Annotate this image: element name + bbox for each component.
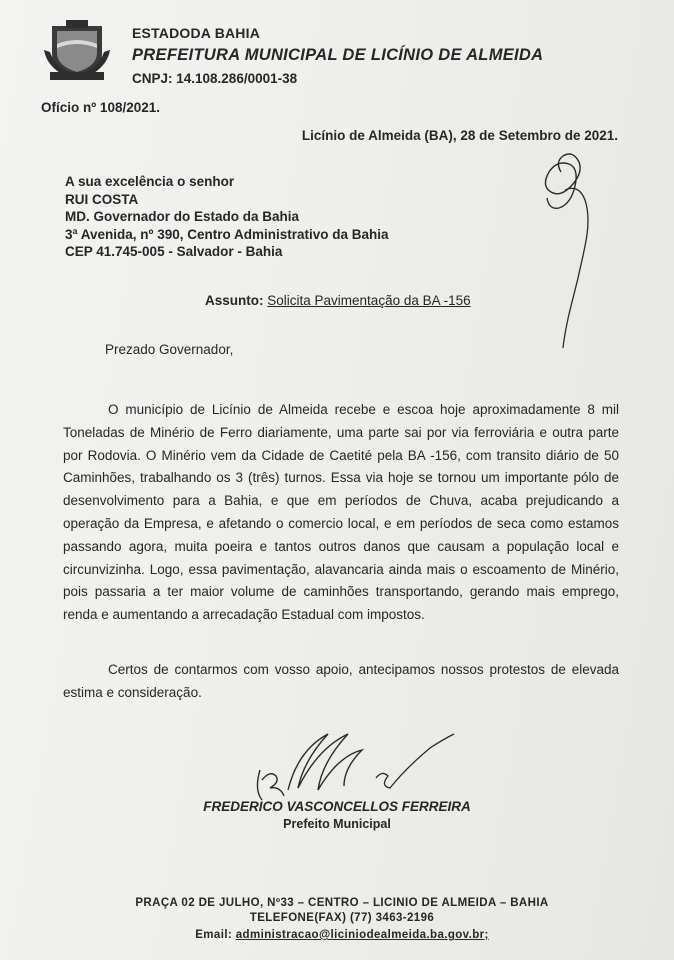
state-name: ESTADODA BAHIA (132, 25, 261, 41)
footer-address: PRAÇA 02 DE JULHO, Nº33 – CENTRO – LICINIO DE ALMEIDA – BAHIA (135, 897, 549, 909)
cnpj: CNPJ: 14.108.286/0001-38 (132, 71, 298, 86)
body-paragraph (63, 399, 619, 627)
subject-label: Assunto: (205, 293, 264, 308)
salutation: Prezado Governador, (105, 342, 234, 357)
recipient-line: RUI COSTA (65, 191, 139, 207)
letter-number: Ofício nº 108/2021. (41, 100, 160, 115)
handwritten-initials (525, 150, 605, 355)
body-paragraph-text: O município de Licínio de Almeida recebe e escoa hoje aproximadamente 8 mil Toneladas de Minério de Ferro diariamente, uma parte sai por via ferroviária e outra parte por Rodovia. O Minério vem da Cidade de Caetité pela BA -156, com transito diário de 50 Caminhões, trabalhando os 3 (três) turnos. Essa via hoje se tornou um importante pólo de desenvolvimento para a Bahia, e que em períodos de Chuva, acaba prejudicando a operação da Empresa, e afetando o comercio local, e em períodos de seca como estamos passando agora, muita poeira e tantos outros danos que causam a população local e circunvizinha. Logo, essa pavimentação, alavancaria ainda mais o escoamento de Minério, pois passaria a ter maior volume de caminhões transportando, gerando mais emprego, renda e aumentando a arrecadação Estadual com impostos. (63, 402, 619, 623)
place-and-date: Licínio de Almeida (BA), 28 de Setembro de 2021. (301, 128, 618, 143)
signature (248, 728, 468, 800)
closing-paragraph-text: Certos de contarmos com vosso apoio, antecipamos nossos protestos de elevada estima e consideração. (63, 662, 619, 700)
coat-of-arms-logo (44, 20, 110, 82)
subject-line (205, 293, 471, 308)
signer-name: FREDERICO VASCONCELLOS FERREIRA (203, 799, 471, 814)
signer-role: Prefeito Municipal (283, 817, 391, 831)
subject-text: Solicita Pavimentação da BA -156 (267, 293, 471, 308)
recipient-line: CEP 41.745-005 - Salvador - Bahia (65, 244, 283, 259)
recipient-line: 3ª Avenida, nº 390, Centro Administrativo da Bahia (65, 226, 389, 242)
recipient-block (65, 173, 389, 261)
recipient-line: A sua excelência o senhor (65, 174, 235, 189)
footer-email-line (0, 929, 674, 941)
prefeitura-title: PREFEITURA MUNICIPAL DE LICÍNIO DE ALMEIDA (132, 46, 544, 64)
footer-phone: TELEFONE(FAX) (77) 3463-2196 (249, 912, 435, 924)
footer-email-label: Email: (195, 929, 233, 941)
footer-email-link[interactable]: administracao@liciniodealmeida.ba.gov.br; (235, 929, 489, 941)
recipient-line: MD. Governador do Estado da Bahia (65, 209, 300, 224)
closing-paragraph (63, 659, 619, 705)
